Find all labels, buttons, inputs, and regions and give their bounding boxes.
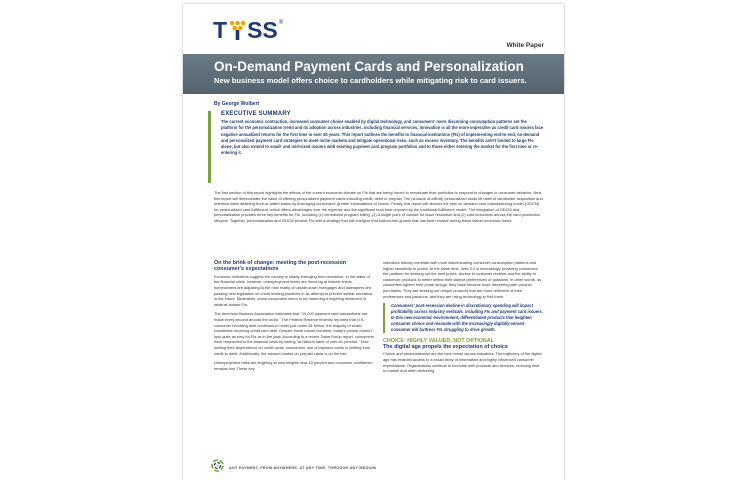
- executive-summary: [208, 111, 544, 183]
- document-subtitle: New business model offers choice to cardholders while mitigating risk to card issuers.: [214, 76, 527, 85]
- executive-summary-body: The current economic contraction, increased consumer choice enabled by digital technology, and consumers' more discerning consumption patterns set the platform for the personalization trend and its adoption across industries, including financial services. Innovation is all the more imperative as credit card issuers face negative annualized returns for the first time in over 30 years. This report outlines the benefits to financial institutions (FIs) of implementing end-to-end, on-demand and personalized payment card strategies to meet niche markets and mitigate operational risks, such as excess inventory. The benefits aren't limited to large FIs alone, but also extend to small- and mid-sized issuers with existing payment card program portfolios and to those either entering the market for the first time or re-entering it.: [221, 119, 544, 156]
- document-type-label: White Paper: [506, 42, 544, 49]
- logo-letter-s2: S: [262, 17, 278, 43]
- left-paragraph-2: The American Bankers Association estimates that "10,000 payment card transactions are made every second around the world." The Federal Reserve recently reported that U.S. consumer revolving debt continues to hover just under $1 trillion, the majority of which constitutes revolving credit card debt. Despite these robust numbers, today's picture doesn't look quite as rosy for FIs as in the past. According to a recent TowerGroup report, consumers have responded to the financial crisis by saving "at historic rates of over six percent." Now limiting their dependence on credit cards, consumers' use of payment cards is shifting from credit to debit. Additionally, the amount loaded on prepaid cards is on the rise.: [214, 311, 374, 356]
- footer-tagline: ANY PAYMENT, FROM ANYWHERE, AT ANY TIME, THROUGH ANY MEDIUM: [229, 466, 377, 470]
- left-paragraph-1: Economic indicators suggest the country is slowly emerging from recession. In the wake of the financial crisis, however, unemployment levels are hovering at historic levels, homeowners are adjusting to the new reality of upside-down mortgages and lawmakers are passing new legislation on credit lending practices in an attempt to prevent similar scenarios in the future. Meanwhile, some consumers seem to be harboring a lingering sentiment of mistrust toward FIs.: [214, 273, 373, 307]
- registered-mark: ®: [278, 20, 284, 26]
- document-title: On-Demand Payment Cards and Personalization: [214, 59, 524, 74]
- executive-summary-heading: EXECUTIVE SUMMARY: [221, 111, 291, 117]
- logo-letter-t: T: [213, 17, 228, 43]
- right-paragraph-2: Choice and personalization are the new norms across industries. The trajectory of the digital age has enabled access to a broad array of information and highly influenced consumer expectations. Organizations continue to innovate with products and services, reducing time to market and often delivering: [383, 351, 542, 374]
- logo-letter-s1: S: [247, 17, 263, 43]
- left-paragraph-3: Unemployment rates are lingering at new heights near 10 percent and consumer confidence remains low. These key: [214, 360, 373, 371]
- document-page: [183, 4, 564, 480]
- section-heading-choice: CHOICE: HIGHLY VALUED, NOT OPTIONAL: [383, 338, 495, 345]
- right-column: [383, 260, 543, 378]
- intro-paragraph: The first section of this report highlights the effects of the current economic climate on FIs that are being forced to reevaluate their portfolios to respond to changes in consumer behavior. Next, this report will demonstrate the value of offering personalized payment cards including credit, debit or prepaid. The pinnacle of affinity, personalized cards lift rates of cardholder acquisition and retention while attaining front-of-wallet status by leveraging consumers' greater expectations of choice. Finally, this report will discuss the new on-demand card manufacturing model (ODCM) for personalized card fulfillment, which offers advantages over the expense and the significant lead time required by the traditional fulfillment model. The integration of ODCM and personalization provides three key benefits for FIs, including (1) centralized program billing, (2) a single point of contact for issue resolution and (2) cost reductions across the card production lifecycle. Together, personalization and ODCM provide FIs with a strategy that will energize that bottom-line growth that has been elusive during these leaner economic times.: [214, 190, 543, 223]
- tsys-swirl-icon: [211, 459, 224, 477]
- pull-quote: Consumers' post-recession decline in discretionary spending will impact profitability across industry verticals, including FIs and payment card issuers. In this new economic environment, differentiated products that heighten consumer choice and resonate with the increasingly digitally-versed consumer will buttress FIs struggling to drive growth.: [383, 303, 543, 333]
- section-heading-brink: On the brink of change: meeting the post-recession consumer's expectations: [214, 260, 347, 273]
- subsection-heading-digital: The digital age propels the expectation of choice: [383, 343, 508, 350]
- left-column: [214, 260, 374, 375]
- tsys-y-icon: [227, 18, 247, 42]
- footer: [211, 459, 376, 477]
- byline: By George Wolbert: [214, 101, 260, 107]
- right-paragraph-1: indicators directly correlate with more discriminating consumer consumption patterns and higher sensitivity to prices. At the same time, Web 2.0 is increasingly providing consumers the platform for seeking out the best prices, access to customer reviews and the ability to customize products to better reflect their distinct preferences or passions. In other words, as consumers tighten their purse strings, they have become more discerning with product purchases. They are seeking out unique products that are more reflective of their preferences and passions, and they are using technology to find them.: [383, 260, 542, 299]
- title-banner: [183, 54, 564, 94]
- tsys-logo: [213, 18, 283, 42]
